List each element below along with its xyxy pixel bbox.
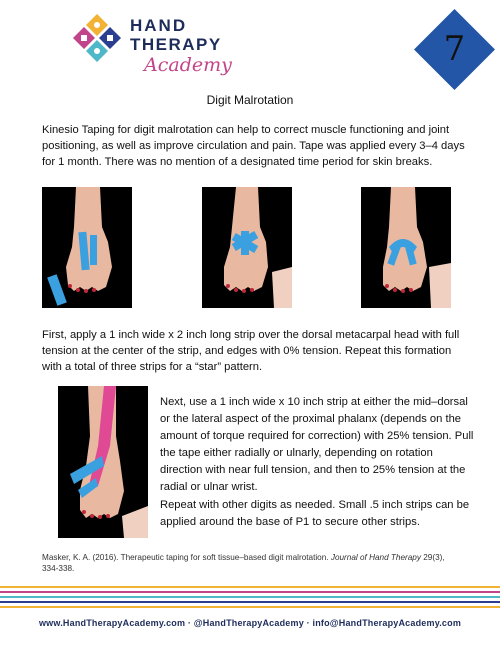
logo-text-hand: HAND [130,16,188,35]
taping-photo-4 [58,386,148,538]
logo-diamonds-icon [72,14,122,72]
hand-therapy-academy-logo [72,14,232,74]
page-title: Digit Malrotation [206,93,294,107]
step-1-paragraph: First, apply a 1 inch wide x 2 inch long strip over the dorsal metacarpal head with full tension at the center of the strip, and edges with 0% tension. Repeat this formation with a total of three strips for a “star” pattern. [42,329,460,373]
taping-photo-3 [361,187,451,308]
reference-journal: Journal of Hand Therapy [330,553,421,562]
taping-photo-1 [42,187,132,308]
decorative-stripes [0,584,500,610]
reference-text: Masker, K. A. (2016). Therapeutic taping for soft tissue–based digit malrotation. [42,553,331,562]
step-3-paragraph: Repeat with other digits as needed. Small .5 inch strips can be applied around the base of P1 to secure other strips. [160,499,470,528]
reference-volume: 29(3), 334-338. [42,553,445,573]
logo-text-therapy: THERAPY [130,35,222,54]
page-number-badge [412,7,497,92]
logo-text-academy: Academy [144,54,232,76]
reference-citation [42,553,462,574]
footer-contact: www.HandTherapyAcademy.com · @HandTherapyAcademy · info@HandTherapyAcademy.com [38,618,462,628]
intro-paragraph: Kinesio Taping for digit malrotation can help to correct muscle functioning and joint positioning, as well as improve circulation and pain. Tape was applied every 3–4 days for 1 month. There was no mention of a designated time period for skin breaks. [42,124,465,168]
taping-photo-2 [202,187,292,308]
page-number: 7 [443,29,466,69]
step-2-paragraph: Next, use a 1 inch wide x 10 inch strip at either the mid–dorsal or the lateral aspect of the proximal phalanx (depends on the amount of torque required for correction) with 25% tension. Pull the tape either radially or ulnarly, depending on rotation direction with near full tension, and then to 25% tension at the radial or ulnar wrist. [160,396,474,493]
